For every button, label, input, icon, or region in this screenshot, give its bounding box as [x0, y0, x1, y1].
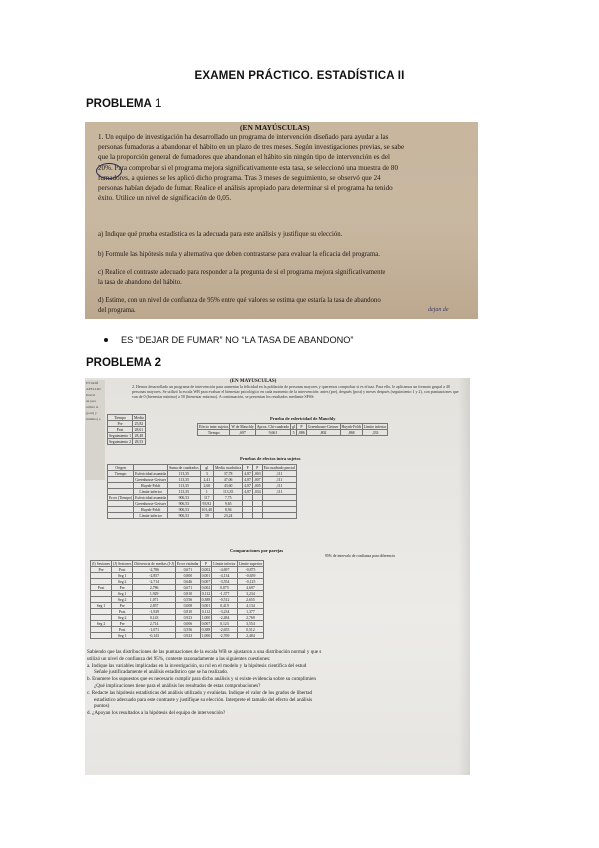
handwritten-circle-mark [96, 163, 122, 179]
table-cell: Post [112, 627, 133, 633]
table-cell: Seg 2 [112, 597, 133, 603]
question-line: d. ¿Apoyan los resultados a la hipótesis del equipo de intervención? [87, 710, 226, 717]
table-cell: 906,53 [168, 507, 201, 513]
table-cell: 1,377 [237, 609, 264, 615]
table-cell: Seg 1 [91, 603, 112, 609]
table-cell: -2,857 [133, 573, 176, 579]
table-cell: -1,929 [133, 609, 176, 615]
table-cell: 0,112 [201, 609, 211, 614]
table-cell: -1,377 [212, 591, 237, 597]
table-cell: 113,35 [168, 489, 201, 495]
table-cell: -2,714 [133, 579, 176, 585]
left-strip-text: de pers [86, 399, 97, 403]
question-line: a. Indique las variables implicadas en la investigación, su rol en el modelo y la hipótesis científica del estud [87, 662, 307, 669]
table-cell: -1,071 [133, 627, 176, 633]
table-cell: 25,82 [133, 421, 146, 427]
table-row [91, 633, 264, 639]
table-header-cell: P [252, 465, 262, 471]
table-cell: 0,001 [201, 573, 211, 578]
table-header-cell: Origen [108, 465, 134, 471]
table-cell: Pre [91, 567, 112, 573]
table-cell: Pre [112, 585, 133, 591]
table-cell: 0,556 [176, 597, 201, 603]
table-cell: 0,810 [176, 591, 201, 597]
table-cell: 4,87 [244, 471, 251, 476]
table-cell: Pre [108, 421, 133, 427]
table-cell: 0,512 [237, 627, 264, 633]
photo2-left-strip [85, 380, 105, 480]
table-cell: 28,48 [133, 433, 146, 439]
photo2-intro: 2. Hemos desarrollado un programa de intervención para aumentar la felicidad en la población de personas mayores y queremos comprobar si es eficaz. Para ello, le aplicamos un formato grupal a 40 personas mayores. Se utilizó la escala WB para evaluar el bienestar psicológico en cada momento de la intervención: antes (pre), después (post) y meses después (seguimiento 1 y 2), con puntuaciones que van de 0 (bienestar mínimo) a 50 (bienestar máximo). A continuación, se presentan los resultados mediante SPSS: [132, 384, 459, 399]
table-cell: 2,60 [200, 483, 213, 489]
table-cell: -3,234 [212, 609, 237, 615]
table-cell: 0,143 [133, 615, 176, 621]
table-cell: Seg 1 [112, 633, 133, 639]
table-cell: 0,001 [201, 603, 211, 608]
table-cell: 8,94 [214, 507, 243, 513]
table-cell [91, 633, 112, 639]
left-strip-text: utilizó la [86, 405, 99, 409]
photo1-question-line: fumadores, a quienes se les aplicó dicho programa. Tras 3 meses de seguimiento, se observó que 24 [98, 173, 381, 182]
table-cell: 0,123 [212, 621, 237, 627]
table-cell: -0,875 [237, 567, 264, 573]
table-cell: Huynh-Feldt [134, 507, 168, 513]
table-header-cell: (J) Sesiones [113, 561, 132, 566]
table-cell: 2,655 [237, 597, 264, 603]
table-cell: -2,655 [212, 627, 237, 633]
table-cell: -2,786 [133, 567, 176, 573]
problem-2-heading [86, 357, 161, 369]
table-cell: 5 [291, 430, 297, 436]
problem-2-label: PROBLEMA 2 [86, 357, 161, 369]
photo1-question-line: 20%. Para comprobar si el programa mejora significativamente esta tasa, se seleccionó una muestra de 80 [98, 163, 398, 172]
table-cell [262, 513, 296, 519]
table-cell: ,005 [253, 483, 261, 488]
table-cell: ,111 [262, 489, 296, 495]
pairs-title: Comparaciones por parejas [230, 548, 284, 553]
table-header-cell: P [297, 424, 307, 430]
table-header-cell: Eta cuadrado parcial [263, 465, 295, 470]
photo2-questions [85, 649, 470, 717]
exam-title: EXAMEN PRÁCTICO. ESTADÍSTICA II [194, 70, 405, 82]
table-cell: 0,388 [201, 597, 211, 602]
table-cell: Pre [112, 621, 133, 627]
table-cell: 2,41 [200, 477, 213, 483]
photo1-question-line: personas fumadoras a abandonar el hábito en un plazo de tres meses. Según investigaciones previas, se sabe [98, 143, 405, 152]
table-cell: 4,87 [244, 489, 251, 494]
table-cell: 0,419 [212, 603, 237, 609]
table-header-cell: gl [292, 424, 296, 429]
photo1-question-line: personas habían dejado de fumar. Realice el análisis apropiado para determinar si el programa ha tenido [98, 184, 393, 193]
table-cell: 117 [200, 495, 213, 501]
table-cell: 0,006 [176, 621, 201, 627]
table-cell: 0,800 [176, 573, 201, 579]
table-cell: Seg 2 [112, 579, 133, 585]
table-cell: -0,512 [212, 597, 237, 603]
table-row [198, 430, 388, 436]
table-cell: 23,24 [214, 513, 243, 519]
table-cell: 906,53 [168, 513, 201, 519]
table-cell: 0,388 [201, 627, 211, 632]
table-header-cell: Media cuadrática [215, 465, 242, 470]
table-cell: 0,923 [176, 615, 201, 621]
table-cell: 4,87 [244, 483, 251, 488]
table-cell: Seguimiento 2 [109, 439, 132, 444]
table-cell: ,802 [306, 430, 340, 436]
table-cell: 3,554 [237, 621, 264, 627]
table-cell: Esfericidad asumida [135, 495, 167, 500]
problem-1-number: 1 [155, 98, 162, 110]
question-line: puntos) [94, 703, 110, 710]
table-cell: Error (Tiempo) [109, 495, 133, 500]
table-cell: 43,60 [214, 483, 243, 489]
left-strip-text: Intervi [86, 393, 96, 397]
table-cell: 0,112 [201, 591, 211, 596]
table-cell: Seg 1 [112, 591, 133, 597]
table-cell: 0,002 [201, 567, 211, 572]
question-line: estadístico adecuado para este contraste y justifique su elección. Interprete el tamaño del efecto del análisis [94, 696, 313, 703]
table-cell: 0,671 [176, 585, 201, 591]
table-cell: -0,659 [237, 573, 264, 579]
table-cell: ,333 [362, 430, 387, 436]
table-cell: 1,929 [133, 591, 176, 597]
table-cell: 9,661 [255, 430, 290, 436]
table-cell: 0,007 [201, 621, 211, 626]
bullet-dot-icon [104, 338, 108, 342]
table-header-cell: Límite inferior [363, 424, 387, 429]
photo2-header: (EN MAYÚSCULAS) [230, 379, 277, 384]
photo1-subquestion-d-line1: d) Estime, con un nivel de confianza de 95% entre qué valores se estima que estaría la tasa de abandono [98, 297, 381, 304]
table-header-cell: F [243, 465, 253, 471]
table-cell: -2,769 [212, 633, 237, 639]
table-cell: ,007 [253, 477, 261, 482]
table-header-cell: Límite superior [238, 561, 263, 566]
photo1-subquestion-d-line2: del programa. [98, 306, 136, 314]
handwritten-note: dejan de [428, 307, 449, 313]
table-cell: 2,857 [133, 603, 176, 609]
table-cell: 0,002 [201, 585, 211, 590]
table-cell: Tiempo [198, 430, 230, 436]
bullet-note-text: ES “DEJAR DE FUMAR” NO “LA TASA DE ABANDONO” [121, 335, 354, 345]
left-strip-text: ESTADÍ [86, 381, 99, 385]
photo1-subquestion-c-line1: c) Realice el contraste adecuado para responder a la pregunta de si el programa mejora significativamente [98, 269, 386, 276]
table-cell: 4,697 [237, 585, 264, 591]
photo1-question-line: que la proporción general de fumadores que abandonan el hábito sin ningún tipo de intervención es del [98, 153, 390, 162]
table-cell: Límite inferior [134, 513, 168, 519]
photo1-subquestion-b: b) Formule las hipótesis nula y alternativa que deben contrastarse para evaluar la eficacia del programa. [98, 251, 380, 258]
table-cell: ,111 [262, 477, 296, 483]
table-cell: 0,007 [201, 579, 211, 584]
table-cell: 113,35 [214, 489, 243, 495]
question-line: Sabiendo que las distribuciones de las puntuaciones de la escala WB se ajustaron a una distribución normal y que s [87, 649, 322, 655]
table-cell: 93,92 [200, 501, 213, 507]
table-cell: 2,484 [237, 633, 264, 639]
problem-1-label: PROBLEMA [86, 98, 152, 110]
table-cell: 1 [200, 489, 213, 495]
table-cell: 28,53 [133, 439, 146, 445]
table-cell: 906,53 [168, 501, 201, 507]
table-cell: Seg 2 [91, 621, 112, 627]
photo1-subquestion-c-line2: la tasa de abandono del hábito. [98, 278, 182, 286]
table-header-cell: Error estándar [177, 561, 199, 566]
table-row [108, 439, 146, 445]
table-cell: Seg 2 [112, 615, 133, 621]
table-cell: -0,125 [237, 579, 264, 585]
question-line: ¿Qué implicaciones tiene para el análisis los resultados de estas comprobaciones? [94, 682, 261, 689]
effects-title: Pruebas de efectos intra sujetos [240, 456, 301, 461]
table-cell: Post [112, 609, 133, 615]
photo1-question [98, 132, 470, 203]
table-cell: 0,646 [176, 579, 201, 585]
table-cell: 0,875 [212, 585, 237, 591]
table-cell: 3,234 [237, 591, 264, 597]
table-cell: Post [112, 567, 133, 573]
table-cell: Post [91, 585, 112, 591]
table-cell: 113,35 [168, 477, 201, 483]
table-cell: 2,769 [237, 615, 264, 621]
table-header-cell: P [200, 561, 212, 567]
table-cell: ,111 [262, 471, 296, 477]
descriptives-table [107, 414, 146, 445]
table-cell: 47,06 [214, 477, 243, 483]
problem-1-heading [86, 98, 161, 110]
photo-shadow [458, 378, 470, 775]
table-cell: -0,143 [133, 633, 176, 639]
table-header-cell: Aprox. Chi-cuadrado [256, 424, 290, 429]
photo1-question-line: éxito. Utilice un nivel de significación de 0,05. [98, 194, 232, 203]
table-cell: Seg 1 [112, 573, 133, 579]
table-cell: 113,35 [168, 471, 201, 477]
table-cell: -3,554 [212, 579, 237, 585]
table-header-cell: gl [200, 465, 213, 471]
pairs-ci-header: 95% de intervalo de confianza para diferencia [325, 554, 395, 558]
table-cell: 1,071 [133, 597, 176, 603]
table-cell: Greenhouse-Geisser [135, 477, 167, 482]
table-cell: 4,134 [237, 603, 264, 609]
photo1-header: (EN MAYÚSCULAS) [240, 123, 310, 132]
table-cell: 0,556 [176, 627, 201, 633]
table-cell: Post [108, 427, 133, 433]
table-cell: -4,697 [212, 567, 237, 573]
table-row [108, 513, 297, 519]
table-cell: 4,87 [244, 477, 251, 482]
table-cell: 0,671 [176, 567, 201, 573]
table-header-cell: Suma de cuadrados [169, 465, 199, 470]
photo1-subquestion-d [98, 296, 470, 315]
table-cell: Esfericidad asumida [135, 471, 167, 476]
table-cell: 101,40 [201, 507, 213, 512]
table-cell: 7,75 [214, 495, 243, 501]
effects-table [107, 464, 297, 519]
table-header-cell: Efecto inter sujetos [199, 424, 229, 429]
problem-1-photo [85, 122, 478, 319]
table-cell: 0,923 [176, 633, 201, 639]
table-header-cell: (I) Sesiones [92, 561, 111, 566]
table-cell: 1,000 [201, 615, 211, 620]
table-header-cell: Huynh-Feldt [341, 424, 361, 429]
table-cell: 2,786 [133, 585, 176, 591]
table-cell: ,868 [340, 430, 362, 436]
table-cell: Seguimiento 1 [109, 433, 132, 438]
mauchly-title: Prueba de esfericidad de Mauchly [270, 416, 336, 421]
table-cell: 28,61 [133, 427, 146, 433]
bullet-note [104, 335, 353, 345]
table-header-cell: W de Mauchly [231, 424, 254, 429]
table-cell: ,111 [262, 483, 296, 489]
table-header-cell: Greenhouse-Geisser [307, 424, 339, 429]
table-cell: -2,484 [212, 615, 237, 621]
table-cell: 9,65 [214, 501, 243, 507]
question-line: utilizó un nivel de confianza del 95%, conteste razonadamente a las siguientes cuestiones: [87, 655, 271, 662]
mauchly-table [197, 423, 388, 436]
table-cell: Greenhouse-Geisser [135, 501, 167, 506]
question-line: b. Enumere los supuestos que es necesario cumplir para dicho análisis y si existe evidencia sobre su cumplimien [87, 676, 316, 683]
table-cell: 39 [200, 513, 213, 519]
table-cell [243, 513, 253, 519]
table-cell [108, 513, 134, 519]
table-cell: Huynh-Feldt [134, 483, 168, 489]
photo1-subquestion-a: a) Indique qué prueba estadística es la adecuada para este análisis y justifique su elección. [98, 231, 343, 238]
table-cell [252, 513, 262, 519]
table-cell: Tiempo [108, 471, 134, 477]
problem-2-photo [85, 378, 470, 775]
table-cell: 37,78 [214, 471, 243, 477]
table-cell: ,003 [253, 471, 261, 476]
table-header-cell: Tiempo [108, 415, 133, 421]
table-cell: 1,000 [201, 633, 211, 638]
pairs-table [90, 560, 264, 639]
table-cell: 2,714 [133, 621, 176, 627]
table-cell: 0,810 [176, 609, 201, 615]
photo1-question-line: 1. Un equipo de investigación ha desarrollado un programa de intervención diseñado para ayudar a las [98, 133, 389, 141]
table-header-cell: Media [134, 415, 144, 420]
question-line: Señale justificadamente el análisis estadístico que se ha realizado. [94, 669, 229, 676]
table-header-cell: Límite inferior [213, 561, 236, 566]
table-cell: Límite inferior [134, 489, 168, 495]
table-cell: ,086 [298, 430, 305, 435]
table-cell: 113,35 [168, 483, 201, 489]
table-cell: 0,008 [176, 603, 201, 609]
table-cell: ,034 [253, 489, 261, 494]
question-line: c. Redacte las hipótesis estadísticas del análisis utilizado y evalúelas. Indique el valor de los grados de libertad [87, 689, 313, 696]
photo1-subquestion-c [98, 268, 470, 287]
left-strip-text: APELLID [86, 387, 101, 391]
left-strip-text: mínimo) a [86, 417, 101, 421]
left-strip-text: (post) y [86, 411, 97, 415]
table-cell: 906,53 [168, 495, 201, 501]
table-cell: 3 [200, 471, 213, 477]
table-cell: Pre [112, 603, 133, 609]
table-header-cell: Diferencia de medias (I-J) [134, 561, 175, 566]
table-cell: -4,134 [212, 573, 237, 579]
table-cell: ,697 [230, 430, 256, 436]
